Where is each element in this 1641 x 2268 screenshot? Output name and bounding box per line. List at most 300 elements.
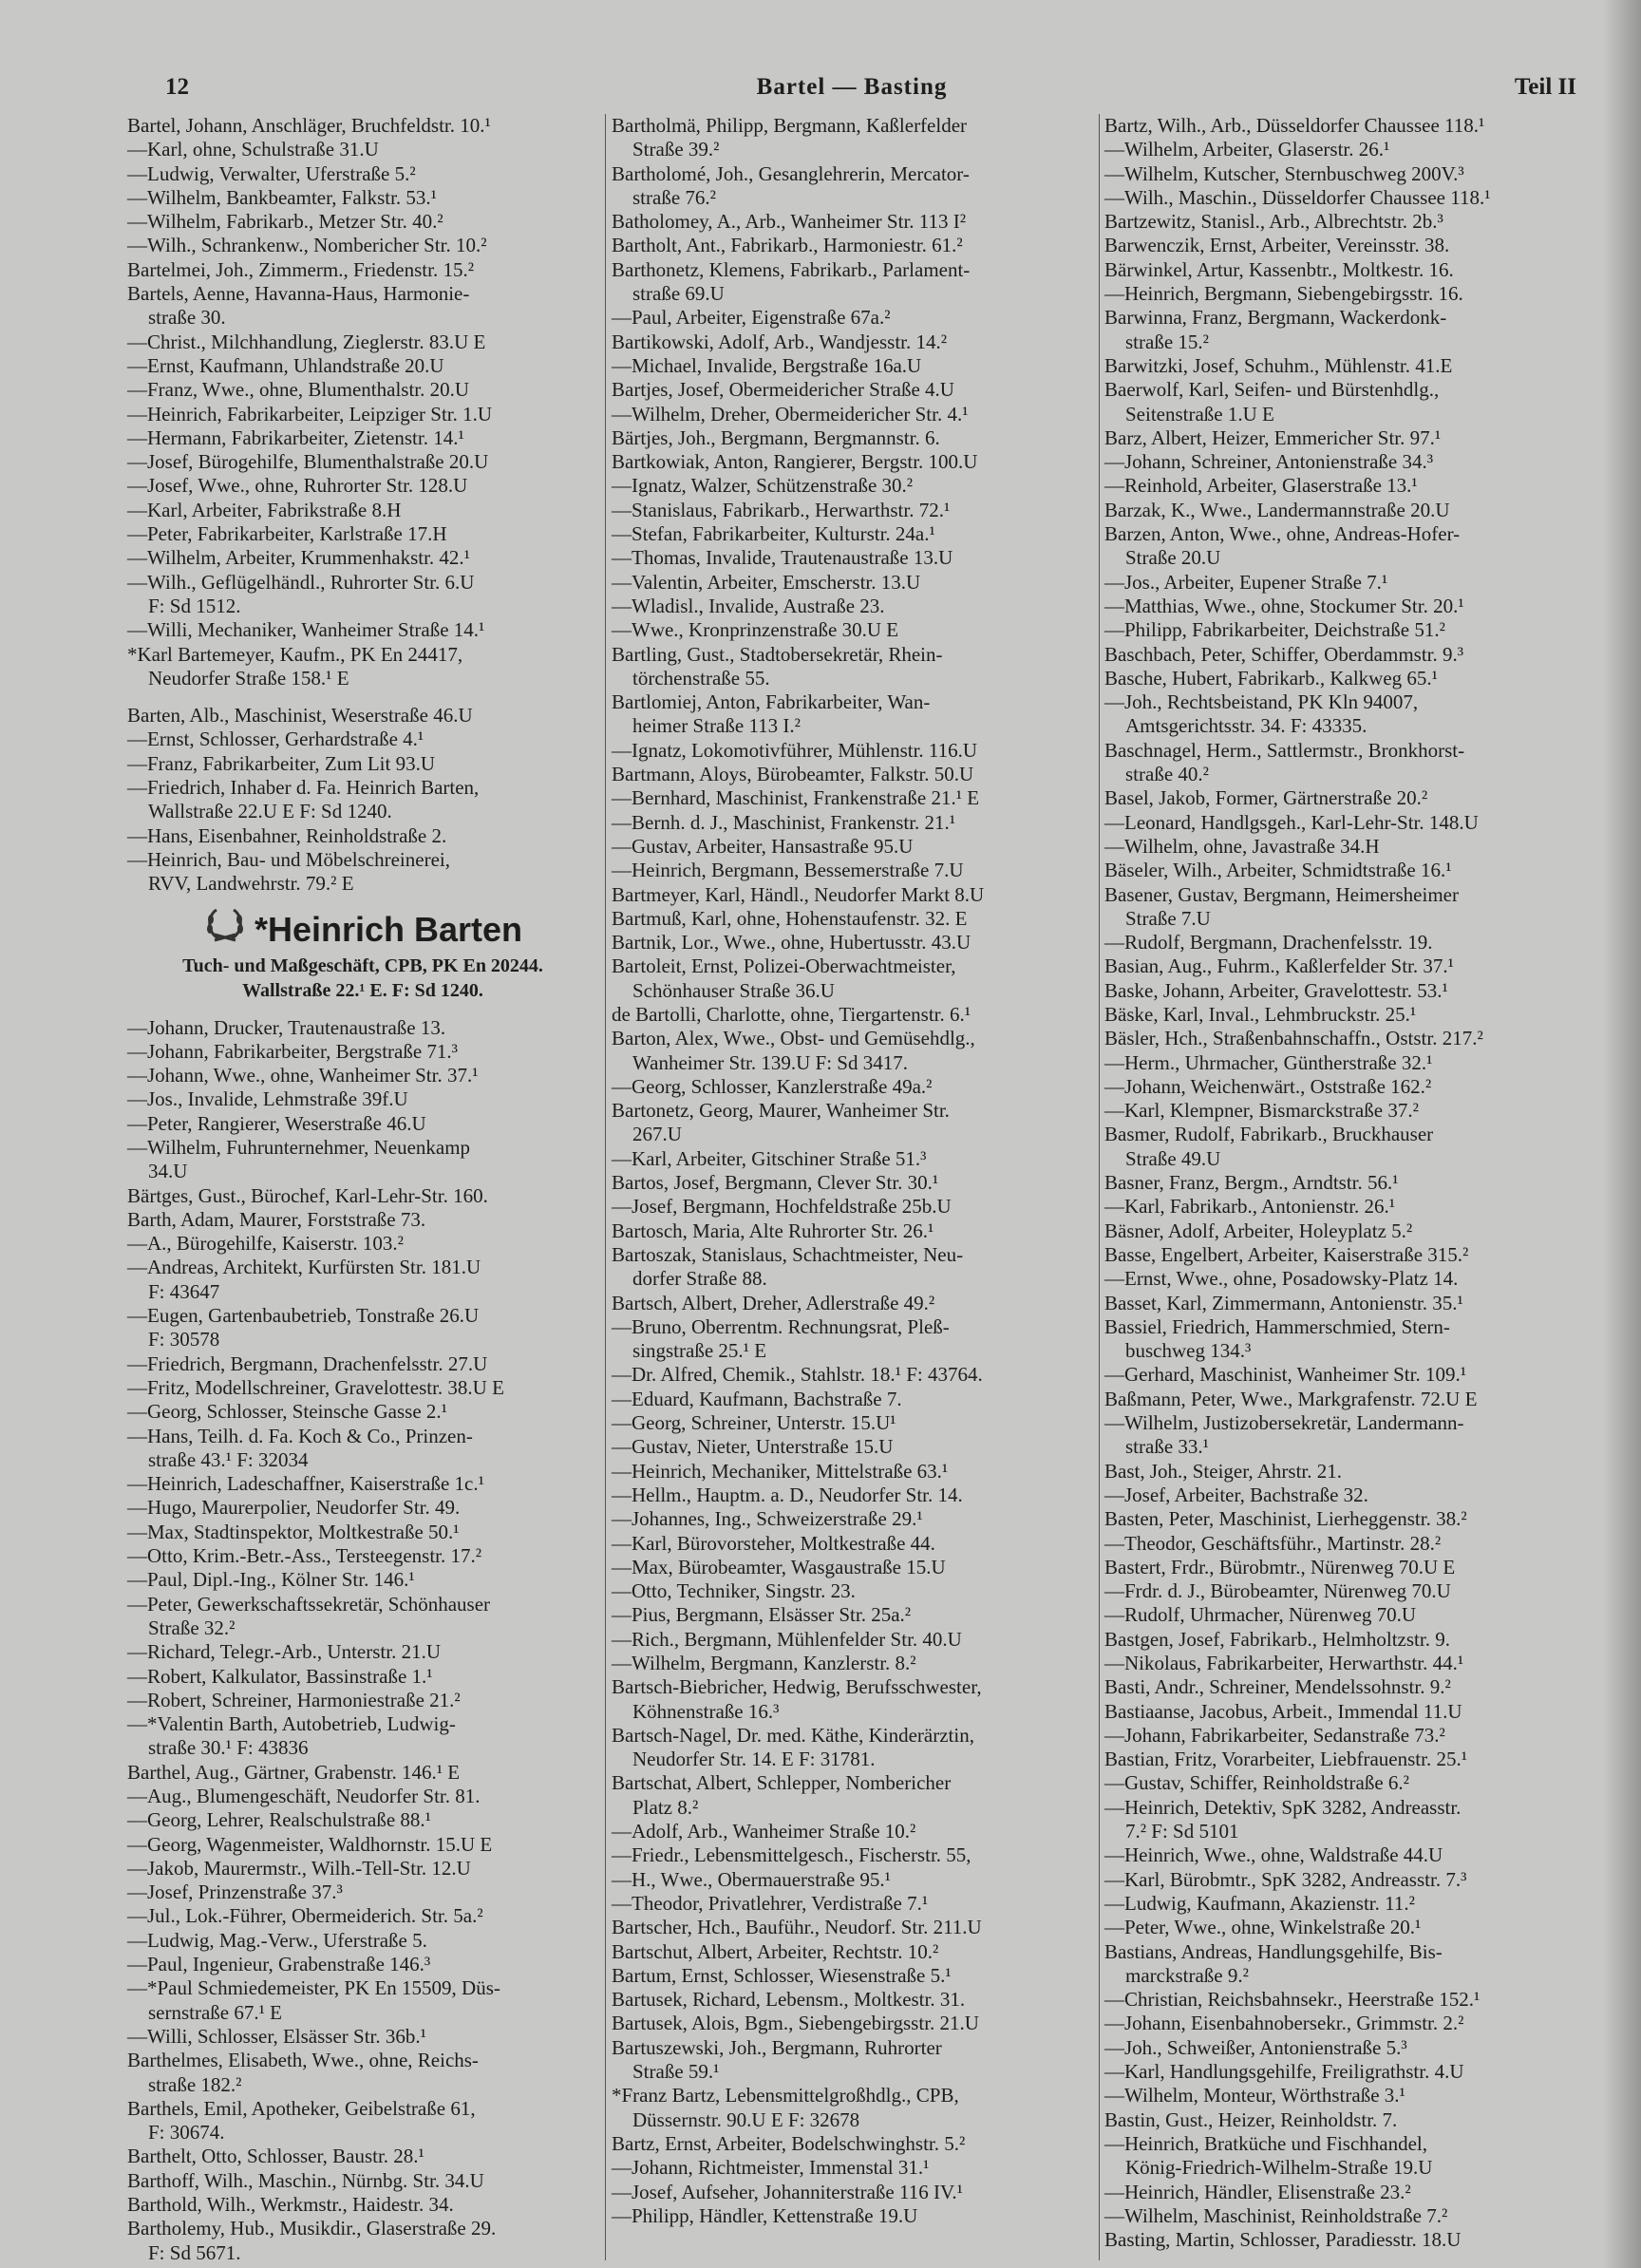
directory-entry [127, 1808, 598, 1832]
entry-line: —Bernhard, Maschinist, Frankenstraße 21.¹ E [612, 786, 980, 810]
entry-line: —Paul, Dipl.-Ing., Kölner Str. 146.¹ [127, 1568, 415, 1592]
entry-line: —Willi, Schlosser, Elsässer Str. 36b.¹ [127, 2024, 426, 2048]
entry-line: —Jos., Invalide, Lehmstraße 39f.U [127, 1087, 408, 1111]
directory-entry [1104, 1363, 1579, 1387]
directory-entry [1104, 138, 1579, 161]
entry-continuation-line: straße 40.² [1125, 763, 1209, 786]
directory-entry [612, 1988, 1092, 2012]
directory-entry [612, 1843, 1092, 1867]
directory-entry [1104, 1771, 1579, 1795]
directory-entry [127, 1256, 598, 1304]
directory-entry [612, 1603, 1092, 1627]
directory-entry [127, 1136, 598, 1184]
entry-line: —Paul, Arbeiter, Eigenstraße 67a.² [612, 306, 891, 330]
directory-entry [612, 811, 1092, 835]
entry-continuation-line: sernstraße 67.¹ E [148, 2000, 283, 2024]
entry-line: —Karl, Bürobmtr., SpK 3282, Andreasstr. 7.³ [1104, 1867, 1467, 1891]
directory-entry [612, 690, 1092, 739]
entry-line: —Paul, Ingenieur, Grabenstraße 146.³ [127, 1953, 431, 1976]
entry-line: —Wilh., Schrankenw., Nombericher Str. 10.² [127, 234, 487, 257]
entry-line: Bast, Joh., Steiger, Ahrstr. 21. [1104, 1459, 1342, 1483]
entry-line: Barthels, Emil, Apotheker, Geibelstraße 61, [127, 2096, 476, 2120]
entry-line: —Heinrich, Mechaniker, Mittelstraße 63.¹ [612, 1459, 949, 1483]
entry-continuation-line: Straße 59.¹ [632, 2060, 720, 2084]
entry-line: —Karl, Klempner, Bismarckstraße 37.² [1104, 1099, 1419, 1123]
directory-entry [612, 234, 1092, 257]
column-divider [605, 114, 606, 2260]
entry-continuation-line: F: Sd 1512. [148, 594, 241, 617]
entry-line: —Wwe., Kronprinzenstraße 30.U E [612, 618, 899, 642]
entry-line: —Jul., Lok.-Führer, Obermeiderich. Str. 5a.² [127, 1904, 483, 1928]
directory-entry [612, 2181, 1092, 2204]
entry-line: Baschbach, Peter, Schiffer, Oberdammstr. 9.³ [1104, 642, 1464, 666]
entry-line: —Rudolf, Uhrmacher, Nürenweg 70.U [1104, 1603, 1417, 1627]
entry-continuation-line: Seitenstraße 1.U E [1125, 402, 1274, 425]
entry-line: —Johann, Weichenwärt., Oststraße 162.² [1104, 1074, 1432, 1098]
entry-line: Bartmann, Aloys, Bürobeamter, Falkstr. 50.U [612, 763, 974, 786]
entry-line: —Jos., Arbeiter, Eupener Straße 7.¹ [1104, 570, 1388, 594]
ad-heading [127, 906, 598, 954]
directory-entry [612, 1171, 1092, 1195]
directory-entry [1104, 1460, 1579, 1484]
directory-entry [1104, 979, 1579, 1003]
entry-continuation-line: F: 30674. [148, 2121, 225, 2145]
entry-line: —Ignatz, Lokomotivführer, Mühlenstr. 116.U [612, 738, 978, 762]
directory-entry [1104, 2228, 1579, 2252]
directory-entry [612, 1411, 1092, 1435]
directory-entry [1104, 378, 1579, 426]
entry-line: Bartling, Gust., Stadtobersekretär, Rhein- [612, 642, 943, 666]
entry-line: Baßmann, Peter, Wwe., Markgrafenstr. 72.U E [1104, 1387, 1478, 1410]
entry-line: —Wilhelm, Bankbeamter, Falkstr. 53.¹ [127, 185, 437, 209]
entry-line: —Wilhelm, Fuhrunternehmer, Neuenkamp [127, 1135, 471, 1159]
entry-line: Bastin, Gust., Heizer, Reinholdstr. 7. [1104, 2107, 1398, 2131]
entry-line: —Heinrich, Bergmann, Bessemerstraße 7.U [612, 859, 964, 882]
directory-entry [127, 282, 598, 331]
entry-line: —Georg, Lehrer, Realschulstraße 88.¹ [127, 1808, 431, 1832]
directory-entry [127, 2097, 598, 2145]
entry-line: —Johann, Drucker, Trautenaustraße 13. [127, 1015, 446, 1039]
directory-entry [612, 522, 1092, 546]
directory-entry [1104, 1892, 1579, 1916]
entry-line: Bartusek, Alois, Bgm., Siebengebirgsstr. 21.U [612, 2012, 979, 2035]
directory-entry [612, 1195, 1092, 1219]
entry-line: —Matthias, Wwe., ohne, Stockumer Str. 20.¹ [1104, 594, 1464, 617]
directory-entry [612, 1027, 1092, 1075]
entry-line: —Nikolaus, Fabrikarbeiter, Herwarthstr. 44.¹ [1104, 1652, 1464, 1674]
directory-entry [1104, 931, 1579, 954]
entry-line: Barton, Alex, Wwe., Obst- und Gemüsehdlg., [612, 1027, 975, 1050]
directory-entry [612, 2204, 1092, 2228]
directory-entry [127, 331, 598, 354]
directory-entry [1104, 234, 1579, 257]
entry-continuation-line: 267.U [632, 1123, 682, 1146]
entry-line: —Johann, Schreiner, Antonienstraße 34.³ [1104, 450, 1434, 474]
entry-line: Bartoszak, Stanislaus, Schachtmeister, Neu- [612, 1242, 964, 1266]
entry-line: Basmer, Rudolf, Fabrikarb., Bruckhauser [1104, 1123, 1434, 1146]
entry-line: —Franz, Wwe., ohne, Blumenthalstr. 20.U [127, 378, 470, 402]
entry-continuation-line: straße 182.² [148, 2072, 242, 2096]
directory-entry [1104, 2060, 1579, 2084]
entry-line: —Gustav, Nieter, Unterstraße 15.U [612, 1435, 894, 1459]
directory-entry [1104, 114, 1579, 138]
entry-continuation-line: singstraße 25.¹ E [632, 1339, 767, 1363]
entry-line: Bartum, Ernst, Schlosser, Wiesenstraße 5.¹ [612, 1963, 952, 1987]
directory-entry [127, 1953, 598, 1976]
entry-line: —Christian, Reichsbahnsekr., Heerstraße 152.¹ [1104, 1988, 1481, 2012]
directory-entry [1104, 2036, 1579, 2060]
directory-entry [612, 1435, 1092, 1459]
entry-line: —Hermann, Fabrikarbeiter, Zietenstr. 14.¹ [127, 425, 464, 449]
entry-line: Bartscher, Hch., Bauführ., Neudorf. Str. 211.U [612, 1916, 982, 1939]
entry-line: Barwinna, Franz, Bergmann, Wackerdonk- [1104, 306, 1447, 330]
directory-entry [127, 186, 598, 210]
entry-line: —Andreas, Architekt, Kurfürsten Str. 181.U [127, 1256, 481, 1279]
entry-line: Bäske, Karl, Inval., Lehmbruckstr. 25.¹ [1104, 1002, 1417, 1026]
directory-entry [127, 1521, 598, 1544]
directory-entry [612, 1147, 1092, 1171]
entry-line: —Theodor, Geschäftsführ., Martinstr. 28.² [1104, 1531, 1442, 1555]
entry-line: —Theodor, Privatlehrer, Verdistraße 7.¹ [612, 1891, 929, 1915]
entry-line: —Wilhelm, ohne, Javastraße 34.H [1104, 834, 1380, 858]
entry-line: —Otto, Techniker, Singstr. 23. [612, 1579, 856, 1603]
entry-continuation-line: straße 76.² [632, 185, 716, 209]
directory-entry [612, 2132, 1092, 2156]
directory-entry [612, 1532, 1092, 1556]
directory-entry [1104, 1579, 1579, 1603]
directory-entry [127, 752, 598, 776]
entry-line: Bartzewitz, Stanisl., Arb., Albrechtstr. 2b.³ [1104, 210, 1443, 234]
directory-entry [127, 2049, 598, 2097]
directory-entry [1104, 595, 1579, 618]
entry-line: —Karl, Fabrikarb., Antonienstr. 26.¹ [1104, 1195, 1396, 1219]
entry-line: Bastiaanse, Jacobus, Arbeit., Immendal 11.U [1104, 1699, 1462, 1723]
directory-entry [612, 1916, 1092, 1939]
directory-entry [1104, 450, 1579, 474]
entry-continuation-line: marckstraße 9.² [1125, 1963, 1249, 1987]
directory-entry [127, 1544, 598, 1568]
entry-line: Bartmeyer, Karl, Händl., Neudorfer Markt 8.U [612, 882, 985, 906]
entry-line: —Max, Stadtinspektor, Moltkestraße 50.¹ [127, 1520, 460, 1543]
entry-line: —Franz, Fabrikarbeiter, Zum Lit 93.U [127, 751, 435, 775]
entry-line: —Hans, Teilh. d. Fa. Koch & Co., Prinzen- [127, 1424, 473, 1447]
directory-entry [127, 1929, 598, 1953]
directory-entry [1104, 1099, 1579, 1123]
entry-line: Bastert, Frdr., Bürobmtr., Nürenweg 70.U E [1104, 1555, 1456, 1578]
entry-line: Bartosch, Maria, Alte Ruhrorter Str. 26.¹ [612, 1219, 934, 1242]
directory-entry [1104, 258, 1579, 282]
directory-entry [127, 234, 598, 257]
entry-line: —Josef, Aufseher, Johanniterstraße 116 IV.¹ [612, 2180, 963, 2203]
directory-entry [1104, 1603, 1579, 1627]
directory-entry [612, 1556, 1092, 1579]
directory-entry [127, 1665, 598, 1689]
entry-line: Bartkowiak, Anton, Rangierer, Bergstr. 100.U [612, 450, 978, 474]
entry-line: —Wladisl., Invalide, Austraße 23. [612, 594, 885, 617]
directory-entry [127, 258, 598, 282]
entry-continuation-line: straße 43.¹ F: 32034 [148, 1447, 309, 1471]
directory-entry [1104, 1652, 1579, 1675]
entry-continuation-line: straße 69.U [632, 282, 725, 306]
entry-continuation-line: F: Sd 5671. [148, 2240, 241, 2264]
directory-entry [127, 162, 598, 186]
ad-name: *Heinrich Barten [254, 909, 523, 949]
entry-line: Bartel, Johann, Anschläger, Bruchfeldstr. 10.¹ [127, 114, 491, 137]
entry-line: Basset, Karl, Zimmermann, Antonienstr. 35.¹ [1104, 1291, 1463, 1314]
entry-line: Barthelmes, Elisabeth, Wwe., ohne, Reichs- [127, 2049, 479, 2072]
directory-entry [612, 786, 1092, 810]
directory-entry [127, 1881, 598, 1904]
entry-continuation-line: König-Friedrich-Wilhelm-Straße 19.U [1125, 2156, 1433, 2180]
directory-entry [127, 1785, 598, 1808]
directory-entry [127, 1208, 598, 1232]
entry-continuation-line: straße 15.² [1125, 330, 1209, 353]
directory-entry [1104, 690, 1579, 739]
entry-line: Bärtges, Gust., Bürochef, Karl-Lehr-Str. 160. [127, 1183, 488, 1207]
directory-entry [127, 704, 598, 728]
directory-entry [1104, 1748, 1579, 1771]
entry-line: —Robert, Kalkulator, Bassinstraße 1.¹ [127, 1664, 433, 1688]
entry-line: —*Paul Schmiedemeister, PK En 15509, Düs- [127, 1976, 500, 2000]
entry-line: Bartusek, Richard, Lebensm., Moltkestr. 31. [612, 1988, 966, 2012]
entry-line: —Wilhelm, Bergmann, Kanzlerstr. 8.² [612, 1652, 916, 1674]
entry-line: —Ludwig, Verwalter, Uferstraße 5.² [127, 161, 416, 185]
directory-entry [1104, 1388, 1579, 1411]
entry-line: —Willi, Mechaniker, Wanheimer Straße 14.¹ [127, 618, 485, 642]
entry-line: —Wilhelm, Maschinist, Reinholdstraße 7.² [1104, 2203, 1448, 2227]
directory-entry [1104, 954, 1579, 978]
directory-entry [1104, 1484, 1579, 1507]
directory-entry [1104, 643, 1579, 667]
directory-entry [127, 1568, 598, 1592]
entry-continuation-line: heimer Straße 113 I.² [632, 714, 801, 738]
entry-line: de Bartolli, Charlotte, ohne, Tiergartenstr. 6.¹ [612, 1002, 971, 1026]
entry-line: —Karl, ohne, Schulstraße 31.U [127, 138, 379, 161]
directory-entry [1104, 210, 1579, 234]
directory-entry [127, 2145, 598, 2168]
entry-continuation-line: Straße 32.² [148, 1616, 236, 1639]
entry-line: Bartnik, Lor., Wwe., ohne, Hubertusstr. 43.U [612, 931, 971, 954]
entry-line: —A., Bürogehilfe, Kaiserstr. 103.² [127, 1232, 404, 1256]
entry-line: —Thomas, Invalide, Trautenaustraße 13.U [612, 546, 953, 570]
directory-entry [612, 1964, 1092, 1988]
section-label: Teil II [1514, 74, 1576, 100]
directory-entry [1104, 2012, 1579, 2035]
directory-entry [1104, 1003, 1579, 1027]
directory-entry [1104, 859, 1579, 882]
directory-entry [1104, 522, 1579, 571]
directory-entry [127, 824, 598, 848]
entry-line: —Heinrich, Bergmann, Siebengebirgsstr. 16. [1104, 282, 1463, 306]
directory-entry [127, 1712, 598, 1761]
directory-entry [612, 1579, 1092, 1603]
entry-continuation-line: Wallstraße 22.U E F: Sd 1240. [148, 800, 392, 823]
entry-line: Bärtjes, Joh., Bergmann, Bergmannstr. 6. [612, 425, 940, 449]
entry-line: —Karl, Bürovorsteher, Moltkestraße 44. [612, 1531, 935, 1555]
entry-line: —Eugen, Gartenbaubetrieb, Tonstraße 26.U [127, 1304, 480, 1328]
directory-entry [612, 499, 1092, 522]
directory-entry [127, 643, 598, 691]
entry-line: Bäseler, Wilh., Arbeiter, Schmidtstraße 16.¹ [1104, 859, 1452, 882]
entry-line: —Joh., Schweißer, Antonienstraße 5.³ [1104, 2035, 1407, 2059]
entry-line: —Wilhelm, Arbeiter, Glaserstr. 26.¹ [1104, 138, 1390, 161]
directory-entry [612, 354, 1092, 378]
entry-line: —Karl, Arbeiter, Fabrikstraße 8.H [127, 498, 402, 521]
directory-entry [1104, 811, 1579, 835]
entry-line: —Rich., Bergmann, Mühlenfelder Str. 40.U [612, 1627, 962, 1651]
directory-entry [127, 499, 598, 522]
directory-entry [612, 1628, 1092, 1652]
entry-line: Baschnagel, Herm., Sattlermstr., Bronkhorst- [1104, 738, 1465, 762]
entry-line: —Gustav, Arbeiter, Hansastraße 95.U [612, 834, 914, 858]
entry-line: Barzen, Anton, Wwe., ohne, Andreas-Hofer- [1104, 522, 1461, 546]
directory-entry [612, 1507, 1092, 1531]
entry-line: —Bruno, Oberrentm. Rechnungsrat, Pleß- [612, 1314, 950, 1338]
directory-column-2 [612, 114, 1092, 2228]
directory-entry [1104, 1292, 1579, 1315]
entry-line: —Wilhelm, Monteur, Wörthstraße 3.¹ [1104, 2084, 1405, 2107]
entry-line: —Johann, Wwe., ohne, Wanheimer Str. 37.¹ [127, 1064, 479, 1087]
directory-entry [127, 1040, 598, 1064]
directory-entry [612, 883, 1092, 907]
directory-entry [612, 474, 1092, 498]
entry-line: —Jakob, Maurermstr., Wilh.-Tell-Str. 12.U [127, 1856, 471, 1880]
directory-entry [612, 763, 1092, 786]
entry-line: Bartoleit, Ernst, Polizei-Oberwachtmeister, [612, 954, 956, 978]
directory-entry [1104, 1123, 1579, 1171]
entry-line: —Stefan, Fabrikarbeiter, Kulturstr. 24a.¹ [612, 522, 935, 546]
directory-entry [612, 1940, 1092, 1964]
entry-line: —Adolf, Arb., Wanheimer Straße 10.² [612, 1820, 916, 1843]
directory-entry [612, 1675, 1092, 1724]
entry-line: —Wilh., Geflügelhändl., Ruhrorter Str. 6.U [127, 570, 475, 594]
entry-line: Barthold, Wilh., Werkmstr., Haidestr. 34. [127, 2193, 454, 2217]
entry-line: —Philipp, Fabrikarbeiter, Deichstraße 51.² [1104, 618, 1445, 642]
entry-line: —Robert, Schreiner, Harmoniestraße 21.² [127, 1688, 461, 1711]
entry-line: —Fritz, Modellschreiner, Gravelottestr. 38.U E [127, 1375, 504, 1399]
entry-line: —Wilhelm, Dreher, Obermeidericher Str. 4.¹ [612, 402, 969, 425]
entry-line: —Josef, Wwe., ohne, Ruhrorter Str. 128.U [127, 474, 468, 498]
entry-line: —Richard, Telegr.-Arb., Unterstr. 21.U [127, 1640, 441, 1664]
directory-entry [1104, 1243, 1579, 1267]
directory-entry [1104, 426, 1579, 450]
directory-entry [612, 1484, 1092, 1507]
entry-continuation-line: straße 30.¹ F: 43836 [148, 1736, 309, 1760]
directory-entry [612, 1652, 1092, 1675]
entry-line: —Christ., Milchhandlung, Zieglerstr. 83.U E [127, 330, 486, 353]
directory-entry [127, 114, 598, 138]
entry-line: Basian, Aug., Fuhrm., Kaßlerfelder Str. 37.¹ [1104, 954, 1454, 978]
entry-line: —Gustav, Schiffer, Reinholdstraße 6.² [1104, 1771, 1409, 1795]
directory-entry [1104, 1868, 1579, 1892]
entry-line: —Josef, Prinzenstraße 37.³ [127, 1881, 343, 1904]
entry-line: Basten, Peter, Maschinist, Lierheggenstr. 38.² [1104, 1507, 1467, 1531]
directory-entry [127, 2169, 598, 2193]
entry-line: Basse, Engelbert, Arbeiter, Kaiserstraße 315.² [1104, 1242, 1469, 1266]
directory-entry [612, 403, 1092, 426]
directory-entry [1104, 282, 1579, 306]
directory-entry [1104, 835, 1579, 859]
directory-entry [1104, 186, 1579, 210]
entry-line: Barten, Alb., Maschinist, Weserstraße 46.U [127, 704, 473, 728]
directory-entry [612, 162, 1092, 211]
entry-line: —Reinhold, Arbeiter, Glaserstraße 13.¹ [1104, 474, 1418, 498]
directory-entry [612, 571, 1092, 595]
entry-continuation-line: F: 30578 [148, 1328, 220, 1351]
entry-continuation-line: Wanheimer Str. 139.U F: Sd 3417. [632, 1050, 908, 1074]
directory-entry [1104, 618, 1579, 642]
entry-line: Barz, Albert, Heizer, Emmericher Str. 97.¹ [1104, 425, 1442, 449]
directory-entry [612, 450, 1092, 474]
directory-entry [1104, 2204, 1579, 2228]
entry-line: —Josef, Bergmann, Hochfeldstraße 25b.U [612, 1195, 952, 1219]
directory-entry [127, 1087, 598, 1111]
directory-entry [1104, 1796, 1579, 1844]
entry-line: —Georg, Schlosser, Steinsche Gasse 2.¹ [127, 1400, 447, 1424]
directory-entry [127, 1593, 598, 1641]
directory-entry [612, 931, 1092, 954]
entry-line: Basener, Gustav, Bergmann, Heimersheimer [1104, 882, 1459, 906]
section-spacer [127, 690, 598, 704]
entry-line: —Georg, Wagenmeister, Waldhornstr. 15.U E [127, 1832, 493, 1856]
directory-entry [612, 954, 1092, 1003]
directory-entry [127, 546, 598, 570]
directory-entry [1104, 1507, 1579, 1531]
entry-line: Baske, Johann, Arbeiter, Gravelottestr. 53.¹ [1104, 978, 1448, 1002]
directory-entry [1104, 1267, 1579, 1291]
directory-entry [127, 403, 598, 426]
entry-line: Barthel, Aug., Gärtner, Grabenstr. 146.¹ E [127, 1760, 461, 1784]
directory-entry [127, 1496, 598, 1520]
directory-entry [612, 210, 1092, 234]
entry-line: —Ernst, Wwe., ohne, Posadowsky-Platz 14. [1104, 1267, 1459, 1291]
entry-line: Bartuszewski, Joh., Bergmann, Ruhrorter [612, 2035, 942, 2059]
directory-entry [612, 1315, 1092, 1364]
directory-entry [1104, 1940, 1579, 1989]
entry-line: —Hellm., Hauptm. a. D., Neudorfer Str. 14. [612, 1483, 963, 1506]
entry-line: —Heinrich, Detektiv, SpK 3282, Andreasstr. [1104, 1795, 1462, 1819]
directory-entry [127, 378, 598, 402]
entry-line: Barzak, K., Wwe., Landermannstraße 20.U [1104, 498, 1450, 521]
entry-line: —Johann, Richtmeister, Immenstal 31.¹ [612, 2156, 930, 2180]
directory-entry [127, 618, 598, 642]
directory-entry [612, 1099, 1092, 1147]
entry-line: Bartholomé, Joh., Gesanglehrerin, Mercator- [612, 161, 970, 185]
entry-line: —Frdr. d. J., Bürobeamter, Nürenweg 70.U [1104, 1579, 1451, 1603]
entry-line: Bartz, Wilh., Arb., Düsseldorfer Chaussee 118.¹ [1104, 114, 1485, 137]
directory-entry [1104, 1916, 1579, 1939]
entry-line: —Johann, Fabrikarbeiter, Sedanstraße 73.² [1104, 1723, 1445, 1747]
entry-line: —Wilhelm, Fabrikarb., Metzer Str. 40.² [127, 210, 443, 234]
directory-entry [612, 1820, 1092, 1843]
directory-entry [612, 258, 1092, 307]
directory-entry [612, 1075, 1092, 1099]
directory-entry [1104, 1988, 1579, 2012]
directory-entry [1104, 1027, 1579, 1050]
entry-line: Barthelt, Otto, Schlosser, Baustr. 28.¹ [127, 2145, 424, 2168]
entry-line: —Hugo, Maurerpolier, Neudorfer Str. 49. [127, 1496, 461, 1520]
entry-continuation-line: Straße 39.² [632, 138, 720, 161]
advertisement-heinrich-barten [127, 897, 598, 1016]
entry-line: —Herm., Uhrmacher, Güntherstraße 32.¹ [1104, 1050, 1433, 1074]
directory-entry [612, 835, 1092, 859]
directory-entry [127, 1376, 598, 1400]
directory-entry [127, 474, 598, 498]
directory-entry [612, 1868, 1092, 1892]
entry-line: —Josef, Arbeiter, Bachstraße 32. [1104, 1483, 1368, 1506]
entry-continuation-line: Neudorfer Str. 14. E F: 31781. [632, 1748, 876, 1771]
entry-line: Bartos, Josef, Bergmann, Clever Str. 30.¹ [612, 1171, 939, 1195]
